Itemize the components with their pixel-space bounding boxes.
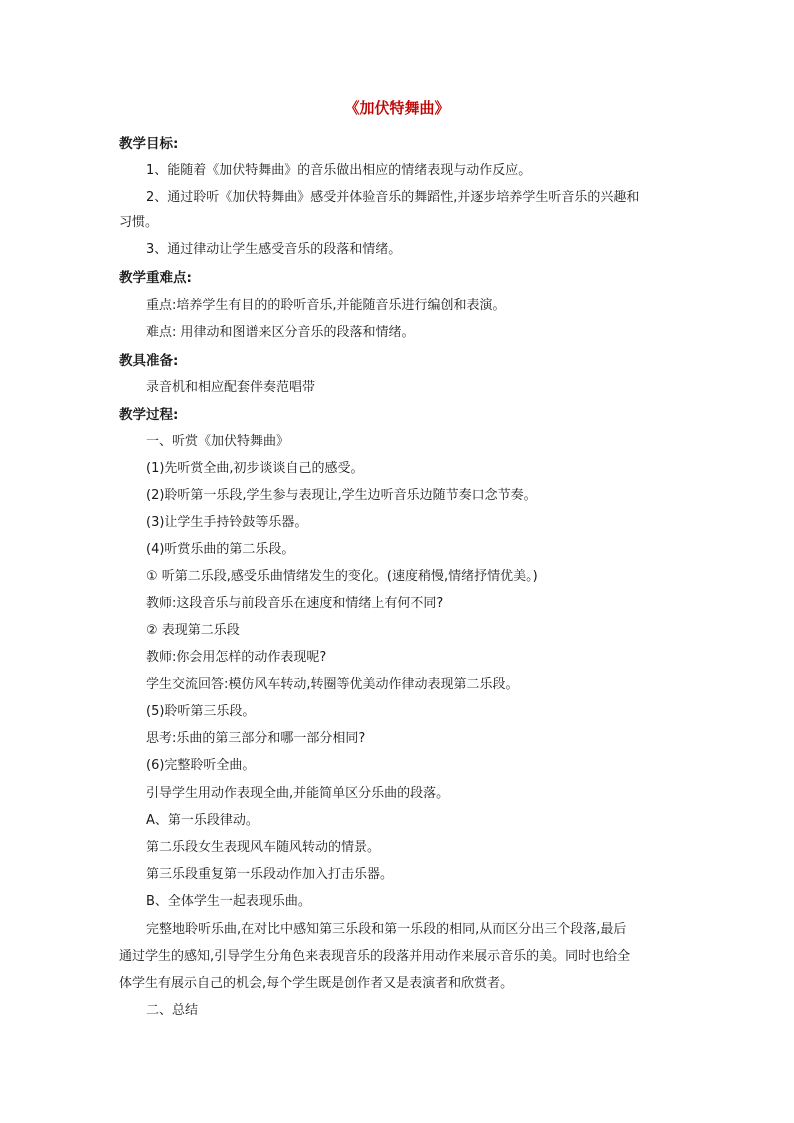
process-item: 第二乐段女生表现风车随风转动的情景。	[146, 840, 381, 855]
objective-item-continuation: 习惯。	[119, 215, 159, 230]
key-point-item: 重点:培养学生有目的的聆听音乐,并能随音乐进行编创和表演。	[146, 298, 506, 313]
process-item: 一、听赏《加伏特舞曲》	[146, 434, 290, 449]
process-paragraph-line: 通过学生的感知,引导学生分角色来表现音乐的段落并用动作来展示音乐的美。同时也给全	[119, 949, 631, 964]
key-point-item: 难点: 用律动和图谱来区分音乐的段落和情绪。	[146, 325, 415, 340]
process-item: B、全体学生一起表现乐曲。	[146, 894, 311, 909]
process-item: 二、总结	[146, 1003, 199, 1018]
process-item: 学生交流回答:模仿风车转动,转圈等优美动作律动表现第二乐段。	[146, 677, 519, 692]
section-heading-objectives: 教学目标:	[119, 136, 179, 152]
process-item: 教师:你会用怎样的动作表现呢?	[146, 650, 327, 665]
process-item: (3)让学生手持铃鼓等乐器。	[146, 515, 308, 530]
section-heading-key-points: 教学重难点:	[119, 270, 192, 286]
process-item: (2)聆听第一乐段,学生参与表现让,学生边听音乐边随节奏口念节奏。	[146, 488, 537, 503]
process-item: A、第一乐段律动。	[146, 813, 259, 828]
process-item: (5)聆听第三乐段。	[146, 704, 256, 719]
process-item: (4)听赏乐曲的第二乐段。	[146, 542, 295, 557]
process-item: 引导学生用动作表现全曲,并能简单区分乐曲的段落。	[146, 786, 450, 801]
process-paragraph-line: 体学生有展示自己的机会,每个学生既是创作者又是表演者和欣赏者。	[119, 976, 514, 991]
process-item: ① 听第二乐段,感受乐曲情绪发生的变化。(速度稍慢,情绪抒情优美。)	[146, 569, 538, 584]
process-item: (1)先听赏全曲,初步谈谈自己的感受。	[146, 461, 364, 476]
objective-item: 2、通过聆听《加伏特舞曲》感受并体验音乐的舞蹈性,并逐步培养学生听音乐的兴趣和	[146, 190, 640, 205]
objective-item: 1、能随着《加伏特舞曲》的音乐做出相应的情绪表现与动作反应。	[146, 163, 532, 178]
section-heading-process: 教学过程:	[119, 407, 179, 423]
process-item: 教师:这段音乐与前段音乐在速度和情绪上有何不同?	[146, 596, 444, 611]
process-item: ② 表现第二乐段	[146, 623, 240, 638]
section-heading-materials: 教具准备:	[119, 353, 179, 369]
objective-item: 3、通过律动让学生感受音乐的段落和情绪。	[146, 242, 402, 257]
process-item: 第三乐段重复第一乐段动作加入打击乐器。	[146, 867, 394, 882]
materials-item: 录音机和相应配套伴奏范唱带	[146, 380, 316, 395]
document-title: 《加伏特舞曲》	[344, 99, 450, 117]
process-item: 思考:乐曲的第三部分和哪一部分相同?	[146, 731, 366, 746]
process-item: (6)完整聆听全曲。	[146, 758, 256, 773]
process-paragraph-line: 完整地聆听乐曲,在对比中感知第三乐段和第一乐段的相同,从而区分出三个段落,最后	[146, 922, 627, 937]
